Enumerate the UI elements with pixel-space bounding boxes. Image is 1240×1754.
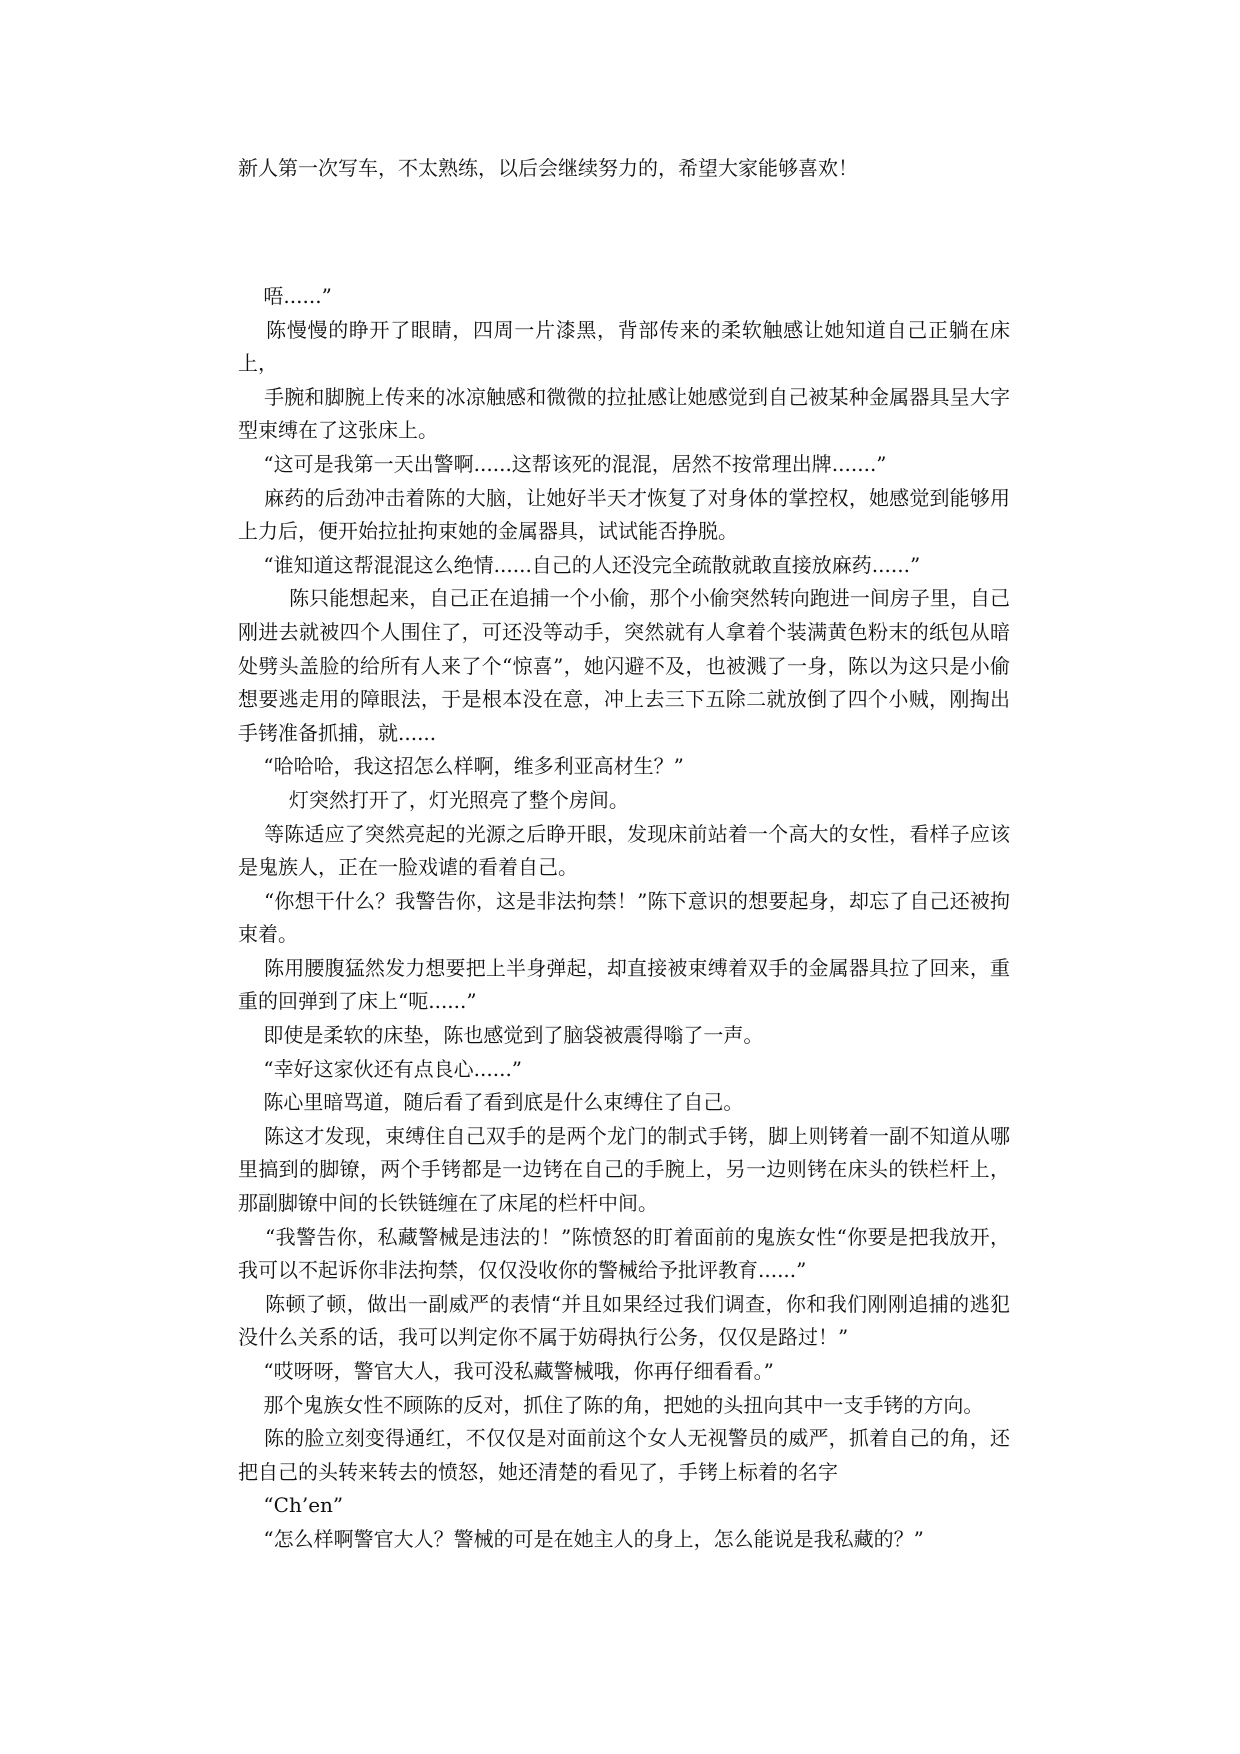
story-paragraph: 那个鬼族女性不顾陈的反对，抓住了陈的角，把她的头扭向其中一支手铐的方向。 bbox=[238, 1392, 984, 1417]
story-paragraph: 手腕和脚腕上传来的冰凉触感和微微的拉扯感让她感觉到自己被某种金属器具呈大字型束缚在了这张床上。 bbox=[238, 384, 1010, 443]
story-paragraph: “你想干什么？我警告你，这是非法拘禁！”陈下意识的想要起身，却忘了自己还被拘束着。 bbox=[238, 888, 1010, 947]
story-paragraph: 即使是柔软的床垫，陈也感觉到了脑袋被震得嗡了一声。 bbox=[238, 1023, 764, 1048]
story-paragraph: “这可是我第一天出警啊......这帮该死的混混，居然不按常理出牌.......” bbox=[238, 451, 887, 476]
story-paragraph: 陈用腰腹猛然发力想要把上半身弹起，却直接被束缚着双手的金属器具拉了回来，重重的回弹到了床上“呃......” bbox=[238, 955, 1010, 1014]
story-paragraph: 灯突然打开了，灯光照亮了整个房间。 bbox=[238, 787, 629, 812]
story-paragraph: “哎呀呀，警官大人，我可没私藏警械哦，你再仔细看看。” bbox=[238, 1359, 774, 1383]
story-paragraph: “哈哈哈，我这招怎么样啊，维多利亚高材生？” bbox=[238, 754, 684, 779]
story-paragraph: “我警告你，私藏警械是违法的！”陈愤怒的盯着面前的鬼族女性“你要是把我放开，我可以不起诉你非法拘禁，仅仅没收你的警械给予批评教育......” bbox=[238, 1224, 1010, 1283]
author-note: 新人第一次写车，不太熟练，以后会继续努力的，希望大家能够喜欢！ bbox=[238, 156, 858, 180]
story-paragraph: 陈这才发现，束缚住自己双手的是两个龙门的制式手铐，脚上则铐着一副不知道从哪里搞到的脚镣，两个手铐都是一边铐在自己的手腕上，另一边则铐在床头的铁栏杆上，那副脚镣中间的长铁链缠在了床尾的栏杆中间。 bbox=[238, 1123, 1010, 1216]
story-paragraph: 陈的脸立刻变得通红，不仅仅是对面前这个女人无视警员的威严，抓着自己的角，还把自己的头转来转去的愤怒，她还清楚的看见了，手铐上标着的名字 bbox=[238, 1426, 1010, 1484]
story-paragraph: 陈心里暗骂道，随后看了看到底是什么束缚住了自己。 bbox=[238, 1090, 744, 1115]
story-paragraph: 陈顿了顿，做出一副威严的表情“并且如果经过我们调查，你和我们刚刚追捕的逃犯没什么关系的话，我可以判定你不属于妨碍执行公务，仅仅是路过！” bbox=[238, 1291, 1010, 1350]
story-paragraph: “怎么样啊警官大人？警械的可是在她主人的身上，怎么能说是我私藏的？” bbox=[238, 1526, 924, 1551]
story-paragraph: “谁知道这帮混混这么绝情......自己的人还没完全疏散就敢直接放麻药......” bbox=[238, 552, 921, 577]
story-paragraph: 麻药的后劲冲击着陈的大脑，让她好半天才恢复了对身体的掌控权，她感觉到能够用上力后，便开始拉扯拘束她的金属器具，试试能否挣脱。 bbox=[238, 485, 1010, 544]
story-paragraph: 陈只能想起来，自己正在追捕一个小偷，那个小偷突然转向跑进一间房子里，自己刚进去就被四个人围住了，可还没等动手，突然就有人拿着个装满黄色粉末的纸包从暗处劈头盖脸的给所有人来了个“惊喜”，她闪避不及，也被溅了一身，陈以为这只是小偷想要逃走用的障眼法，于是根本没在意，冲上去三下五除二就放倒了四个小贼，刚掏出手铐准备抓捕，就...... bbox=[238, 586, 1010, 745]
story-paragraph: 等陈适应了突然亮起的光源之后睁开眼，发现床前站着一个高大的女性，看样子应该是鬼族人，正在一脸戏谑的看着自己。 bbox=[238, 821, 1010, 880]
story-body bbox=[238, 280, 1010, 1557]
story-paragraph: 唔......” bbox=[238, 284, 332, 308]
story-paragraph: 陈慢慢的睁开了眼睛，四周一片漆黑，背部传来的柔软触感让她知道自己正躺在床上， bbox=[238, 317, 1010, 376]
story-paragraph: “幸好这家伙还有点良心......” bbox=[238, 1056, 523, 1081]
story-paragraph: “Ch’en” bbox=[238, 1493, 344, 1518]
